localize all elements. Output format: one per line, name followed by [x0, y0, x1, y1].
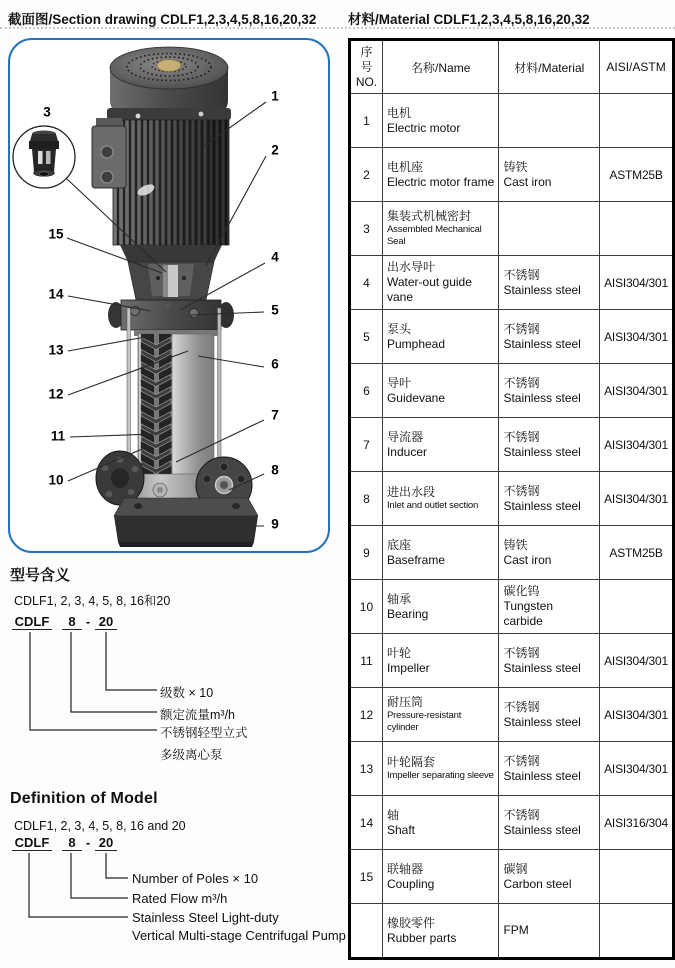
table-row: [350, 850, 674, 904]
cell-text-line: 不锈钢: [503, 807, 540, 822]
cell-no: 4: [350, 256, 383, 310]
table-row: [350, 472, 674, 526]
cell-text-line: 铸铁: [503, 159, 528, 174]
cell-material: [499, 634, 600, 688]
model-en-flow: 8: [62, 835, 82, 851]
callout-number: 2: [270, 142, 279, 157]
cell-material: [499, 256, 600, 310]
mechanical-seal-inset: [13, 126, 75, 188]
model-cn-label-type-1: 不锈钢轻型立式: [160, 726, 248, 740]
table-row: [350, 310, 674, 364]
model-meaning-cn: [0, 562, 345, 772]
model-en-label-stages: Number of Poles × 10: [132, 871, 259, 886]
cell-text-line: 轴承: [386, 591, 411, 606]
model-cn-dash: -: [85, 614, 91, 629]
cell-standard: [600, 904, 674, 959]
callout-number: 12: [47, 386, 64, 401]
cell-text-line: Guidevane: [386, 390, 446, 405]
model-cn-stages: 20: [95, 614, 117, 630]
cell-text-line: Coupling: [386, 876, 435, 891]
cell-material: [499, 904, 600, 959]
cell-material: [499, 148, 600, 202]
cell-name: [382, 364, 498, 418]
cell-no: 12: [350, 688, 383, 742]
model-cn-label-type-2: 多级离心泵: [160, 748, 223, 762]
cell-no: 3: [350, 202, 383, 256]
cell-name: [382, 742, 498, 796]
cell-text-line: 叶轮隔套: [386, 755, 435, 769]
cell-text-line: 橡胶零件: [386, 915, 435, 930]
cell-material: [499, 742, 600, 796]
cell-text-line: 底座: [386, 537, 411, 552]
cell-standard: AISI304/301: [600, 472, 674, 526]
cell-material: [499, 472, 600, 526]
header-no: 序号 NO.: [350, 40, 383, 94]
motor-stool: [120, 245, 222, 300]
cell-text-line: 碳化钨: [503, 584, 540, 598]
header-material: 材料/Material: [499, 40, 600, 94]
model-definition-en: [0, 788, 345, 958]
cell-text-line: 泵头: [386, 321, 411, 336]
cell-text-line: 不锈钢: [503, 645, 540, 660]
callout-number: 14: [47, 286, 64, 301]
table-row: [350, 418, 674, 472]
cell-standard: [600, 202, 674, 256]
header-standard: AISI/ASTM: [600, 40, 674, 94]
model-cn-label-stages: 级数 × 10: [160, 686, 214, 700]
callout-number: 7: [270, 407, 279, 422]
cell-no: 1: [350, 94, 383, 148]
cell-text-line: Cast iron: [503, 552, 552, 567]
callout-number: 3: [42, 104, 51, 119]
cell-no: 2: [350, 148, 383, 202]
cell-no: 14: [350, 796, 383, 850]
cell-text-line: 进出水段: [386, 485, 435, 499]
material-title: 材料/Material CDLF1,2,3,4,5,8,16,20,32: [348, 12, 590, 27]
cell-no: 11: [350, 634, 383, 688]
cell-name: [382, 148, 498, 202]
cell-text-line: Impeller separating sleeve: [386, 770, 494, 781]
header-name: 名称/Name: [382, 40, 498, 94]
cell-material: [499, 796, 600, 850]
cell-text-line: 不锈钢: [503, 429, 540, 444]
cell-text-line: Electric motor: [386, 120, 461, 135]
cell-name: [382, 904, 498, 959]
callout-number: 1: [270, 88, 279, 103]
cell-text-line: Assembled Mechanical Seal: [386, 224, 482, 247]
table-row: [350, 904, 674, 959]
model-cn-label-flow: 额定流量m³/h: [160, 708, 236, 722]
table-row: [350, 148, 674, 202]
callout-number: 9: [270, 516, 279, 531]
cell-standard: AISI304/301: [600, 634, 674, 688]
callout-number: 10: [47, 472, 64, 487]
cell-standard: [600, 850, 674, 904]
cell-name: [382, 796, 498, 850]
cell-text-line: FPM: [503, 923, 529, 937]
cell-name: [382, 634, 498, 688]
model-en-code: CDLF: [12, 835, 52, 851]
model-cn-heading: 型号含义: [10, 567, 71, 584]
cell-name: [382, 688, 498, 742]
callout-number: 6: [270, 356, 279, 371]
cell-text-line: Bearing: [386, 606, 429, 621]
cell-text-line: Shaft: [386, 822, 415, 837]
cell-material: [499, 202, 600, 256]
model-en-label-type-2: Vertical Multi-stage Centrifugal Pump: [132, 928, 346, 943]
cell-name: [382, 202, 498, 256]
cell-text-line: 叶轮: [386, 645, 411, 660]
cell-name: [382, 418, 498, 472]
cell-text-line: 不锈钢: [503, 753, 540, 768]
cell-text-line: Stainless steel: [503, 282, 581, 297]
table-row: [350, 256, 674, 310]
model-cn-code: CDLF: [12, 614, 52, 630]
cell-text-line: 不锈钢: [503, 267, 540, 282]
callout-number: 5: [270, 302, 279, 317]
table-header-row: [350, 40, 674, 94]
cell-text-line: Stainless steel: [503, 822, 581, 837]
cell-text-line: Stainless steel: [503, 444, 581, 459]
table-row: [350, 94, 674, 148]
cell-standard: [600, 580, 674, 634]
callout-number: 8: [270, 462, 279, 477]
table-row: [350, 742, 674, 796]
pump-illustration: [8, 38, 330, 553]
cell-no: 8: [350, 472, 383, 526]
cell-standard: AISI304/301: [600, 688, 674, 742]
cell-text-line: Rubber parts: [386, 930, 457, 945]
table-row: [350, 364, 674, 418]
cell-name: [382, 526, 498, 580]
cell-text-line: Pumphead: [386, 336, 446, 351]
cell-text-line: Electric motor frame: [386, 174, 495, 189]
table-row: [350, 688, 674, 742]
model-cn-flow: 8: [62, 614, 82, 630]
cell-text-line: 集装式机械密封: [386, 209, 471, 224]
cell-name: [382, 850, 498, 904]
cell-text-line: Inducer: [386, 444, 427, 459]
cell-material: [499, 850, 600, 904]
callout-number: 15: [47, 226, 64, 241]
cell-text-line: 不锈钢: [503, 375, 540, 390]
callout-number: 4: [270, 249, 279, 264]
cell-no: 15: [350, 850, 383, 904]
cell-text-line: Stainless steel: [503, 498, 581, 513]
page-separator-line: [0, 27, 675, 29]
cell-text-line: 不锈钢: [503, 321, 540, 336]
cell-no: 13: [350, 742, 383, 796]
cell-no: 10: [350, 580, 383, 634]
cell-name: [382, 94, 498, 148]
cell-text-line: Carbon steel: [503, 876, 572, 891]
cell-material: [499, 418, 600, 472]
material-table: [348, 38, 675, 960]
pump-shaft: [154, 334, 159, 474]
cell-material: [499, 526, 600, 580]
model-en-stages: 20: [95, 835, 117, 851]
cell-material: [499, 688, 600, 742]
model-en-heading: Definition of Model: [10, 790, 158, 807]
cell-name: [382, 472, 498, 526]
cell-standard: AISI304/301: [600, 256, 674, 310]
cell-text-line: 不锈钢: [503, 483, 540, 498]
cell-text-line: 耐压筒: [386, 695, 423, 710]
cell-text-line: 联轴器: [386, 861, 423, 876]
motor-body: [113, 120, 229, 245]
table-row: [350, 580, 674, 634]
section-drawing-title: 截面图/Section drawing CDLF1,2,3,4,5,8,16,20,32: [8, 12, 317, 27]
cell-text-line: Stainless steel: [503, 660, 581, 675]
cell-no: 7: [350, 418, 383, 472]
fan-vent-mesh: [157, 59, 181, 71]
model-cn-series: CDLF1, 2, 3, 4, 5, 8, 16和20: [14, 594, 171, 608]
cell-text-line: Cast iron: [503, 174, 552, 189]
cell-standard: ASTM25B: [600, 148, 674, 202]
cell-text-line: 电机: [386, 105, 411, 120]
cell-no: 9: [350, 526, 383, 580]
cell-standard: AISI304/301: [600, 418, 674, 472]
cell-text-line: 碳钢: [503, 861, 528, 876]
cell-standard: [600, 94, 674, 148]
cell-text-line: Stainless steel: [503, 390, 581, 405]
cell-text-line: 出水导叶: [386, 260, 435, 274]
cell-no: [350, 904, 383, 959]
cell-name: [382, 580, 498, 634]
base-frame: [114, 498, 258, 547]
callout-number: 11: [50, 428, 65, 443]
cell-text-line: Tungsten carbide: [503, 599, 554, 628]
cell-text-line: Water-out guide vane: [386, 275, 472, 304]
cell-text-line: Baseframe: [386, 552, 445, 567]
cell-text-line: 不锈钢: [503, 699, 540, 714]
cell-text-line: Inlet and outlet section: [386, 500, 479, 511]
model-en-label-flow: Rated Flow m³/h: [132, 891, 228, 906]
cell-no: 5: [350, 310, 383, 364]
cell-standard: ASTM25B: [600, 526, 674, 580]
cell-text-line: Impeller: [386, 660, 430, 675]
model-en-series: CDLF1, 2, 3, 4, 5, 8, 16 and 20: [14, 819, 186, 833]
cell-standard: AISI304/301: [600, 364, 674, 418]
cell-material: [499, 310, 600, 364]
table-row: [350, 796, 674, 850]
cell-material: [499, 94, 600, 148]
section-drawing-panel: [8, 38, 330, 553]
cell-standard: AISI304/301: [600, 742, 674, 796]
cell-text-line: 轴: [386, 807, 399, 822]
cell-standard: AISI304/301: [600, 310, 674, 364]
material-table-body: [350, 94, 674, 959]
cell-text-line: Stainless steel: [503, 768, 581, 783]
cell-text-line: 电机座: [386, 159, 423, 174]
cell-text-line: Stainless steel: [503, 336, 581, 351]
model-en-dash: -: [85, 835, 91, 850]
table-row: [350, 202, 674, 256]
callout-number: 13: [47, 342, 64, 357]
cell-material: [499, 364, 600, 418]
cell-standard: AISI316/304: [600, 796, 674, 850]
cell-name: [382, 256, 498, 310]
table-row: [350, 634, 674, 688]
cell-no: 6: [350, 364, 383, 418]
model-en-label-type-1: Stainless Steel Light-duty: [132, 910, 279, 925]
cell-text-line: Stainless steel: [503, 714, 581, 729]
table-row: [350, 526, 674, 580]
motor-fan-cover: [107, 47, 231, 120]
cell-text-line: 铸铁: [503, 537, 528, 552]
cell-material: [499, 580, 600, 634]
terminal-box: [92, 118, 126, 188]
cell-name: [382, 310, 498, 364]
cell-text-line: 导流器: [386, 429, 423, 444]
cell-text-line: Pressure-resistant cylinder: [386, 710, 462, 733]
cell-text-line: 导叶: [386, 375, 411, 390]
